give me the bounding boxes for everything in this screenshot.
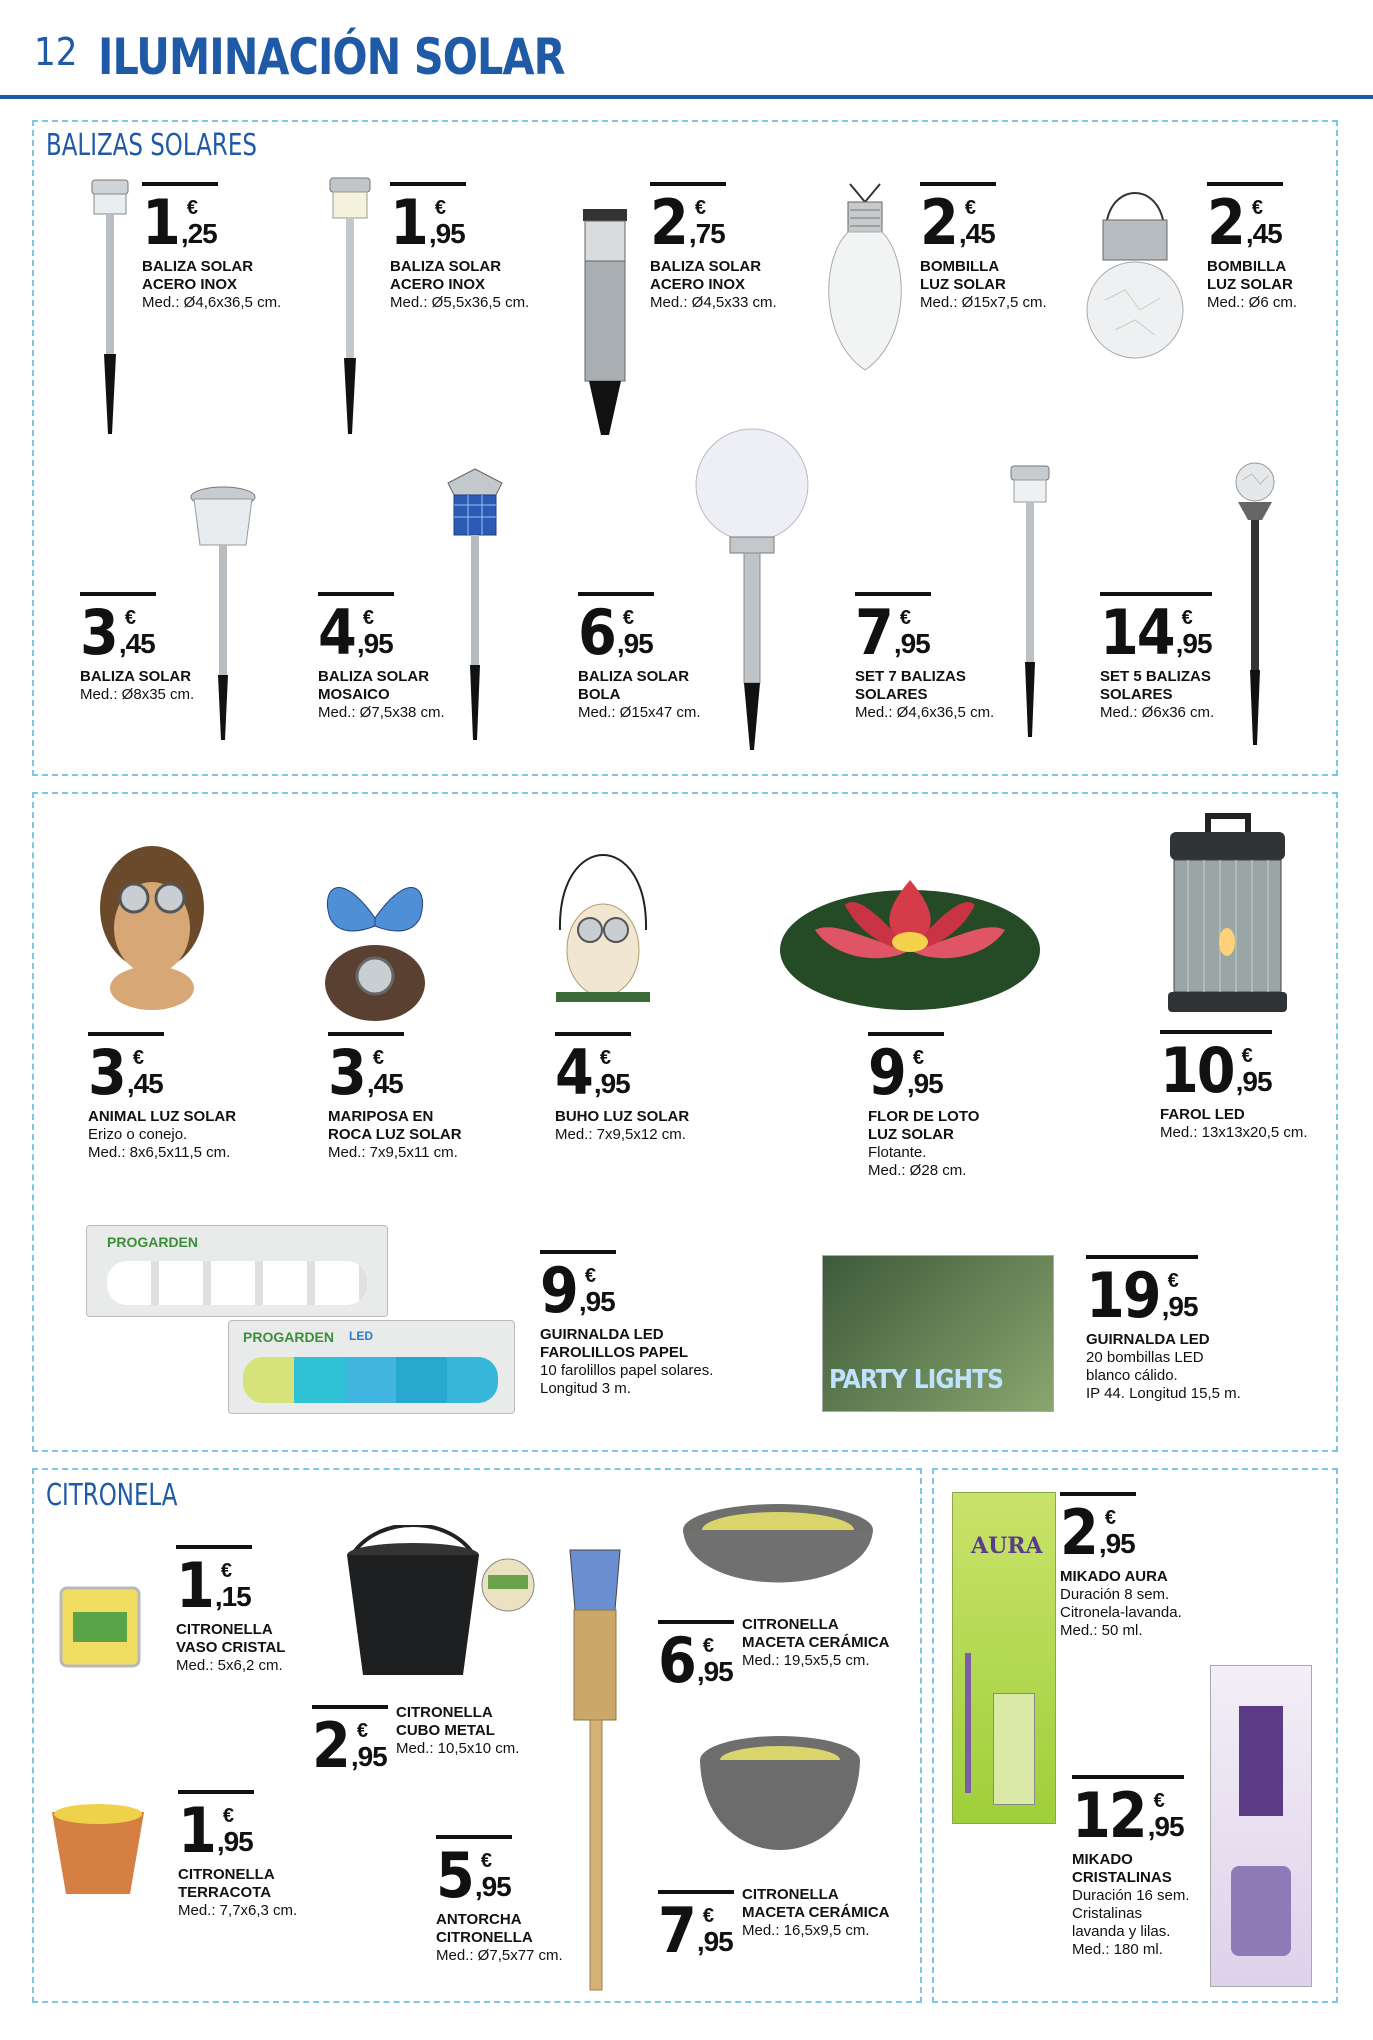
baliza-acero-inox-1-image — [80, 172, 140, 442]
price-tag — [578, 592, 654, 669]
product-name — [1207, 258, 1297, 294]
progarden-label: PROGARDEN — [107, 1234, 199, 1250]
mikado-aura-box — [952, 1492, 1056, 1824]
product-name-line: TERRACOTA — [178, 1884, 272, 1901]
butterfly-rock-image — [320, 868, 430, 1023]
page-number: 12 — [34, 30, 78, 74]
product-description: Med.: Ø15x47 cm. — [578, 704, 701, 721]
product-name-line: FLOR DE LOTO — [868, 1108, 980, 1125]
currency-symbol: € — [702, 1635, 714, 1657]
price-tag — [920, 182, 996, 259]
description-line: Citronela-lavanda. — [1060, 1604, 1182, 1621]
product-description: Med.: 5x6,2 cm. — [176, 1657, 283, 1674]
price-tag — [1060, 1492, 1136, 1569]
price-tag — [650, 182, 726, 259]
price-tag — [318, 592, 394, 669]
product-name-line: VASO CRISTAL — [176, 1639, 286, 1656]
price-integer: 6 — [658, 1624, 695, 1697]
product-c3-text — [742, 1612, 890, 1670]
product-description — [1072, 1887, 1190, 1959]
price-tag — [436, 1835, 512, 1912]
product-c4 — [178, 1790, 297, 1920]
progarden-box-color — [228, 1320, 515, 1414]
section-title-citronela: CITRONELA — [46, 1478, 178, 1513]
vaso-cristal-image — [55, 1580, 145, 1670]
set-7-balizas-image — [1005, 462, 1055, 742]
product-name-line: BALIZA SOLAR — [318, 668, 430, 685]
currency-symbol: € — [372, 1047, 384, 1069]
price-decimals: ,95 — [696, 1926, 733, 1957]
mikado-bottle — [993, 1693, 1035, 1805]
product-name-line: CITRONELLA — [742, 1616, 839, 1633]
price-integer: 2 — [920, 186, 957, 259]
product-name-line: MIKADO AURA — [1060, 1568, 1168, 1585]
currency-symbol: € — [912, 1047, 924, 1069]
product-b7 — [318, 592, 445, 722]
product-description: Med.: 10,5x10 cm. — [396, 1740, 520, 1757]
currency-symbol: € — [434, 197, 446, 219]
product-name — [436, 1911, 563, 1947]
price-tag — [658, 1890, 734, 1967]
product-name — [178, 1866, 297, 1902]
price-integer: 9 — [540, 1254, 577, 1327]
description-line: Flotante. — [868, 1144, 927, 1161]
description-line: Duración 8 sem. — [1060, 1586, 1170, 1603]
product-description: Med.: Ø5,5x36,5 cm. — [390, 294, 530, 311]
product-b2 — [390, 182, 529, 312]
price-decimals: ,75 — [688, 218, 725, 249]
price-tag — [1160, 1030, 1272, 1107]
currency-symbol: € — [1241, 1045, 1253, 1067]
price-integer: 5 — [436, 1839, 473, 1912]
price-integer: 1 — [178, 1794, 215, 1867]
currency-symbol: € — [356, 1720, 368, 1742]
price-integer: 1 — [176, 1549, 213, 1622]
bombilla-solar-1-image — [820, 180, 910, 375]
currency-symbol: € — [1167, 1270, 1179, 1292]
currency-symbol: € — [124, 607, 136, 629]
product-name-line: GUIRNALDA LED — [540, 1326, 664, 1343]
description-line: Med.: 180 ml. — [1072, 1941, 1163, 1958]
product-d5 — [1160, 1030, 1308, 1142]
currency-symbol: € — [1181, 607, 1193, 629]
baliza-bola-image — [690, 425, 815, 755]
product-description: Med.: Ø4,6x36,5 cm. — [855, 704, 995, 721]
product-name-line: CITRONELLA — [436, 1929, 533, 1946]
description-line: Longitud 3 m. — [540, 1380, 631, 1397]
product-name-line: ANTORCHA — [436, 1911, 522, 1928]
product-description: Med.: Ø6x36 cm. — [1100, 704, 1215, 721]
currency-symbol: € — [1153, 1790, 1165, 1812]
currency-symbol: € — [702, 1905, 714, 1927]
product-description: Med.: Ø7,5x77 cm. — [436, 1947, 563, 1964]
product-description: Med.: Ø6 cm. — [1207, 294, 1298, 311]
page-header — [0, 0, 1373, 100]
price-tag — [855, 592, 931, 669]
price-decimals: ,95 — [616, 628, 653, 659]
price-tag — [1100, 592, 1212, 669]
product-name-line: CUBO METAL — [396, 1722, 495, 1739]
product-name-line: SET 7 BALIZAS — [855, 668, 966, 685]
currency-symbol: € — [584, 1265, 596, 1287]
product-name-line: SOLARES — [855, 686, 928, 703]
baliza-acero-inox-3-image — [575, 205, 635, 440]
product-name — [540, 1326, 713, 1362]
product-name-line: BALIZA SOLAR — [578, 668, 690, 685]
price-integer: 10 — [1160, 1034, 1234, 1107]
price-decimals: ,95 — [906, 1068, 943, 1099]
product-description: Med.: 7x9,5x12 cm. — [555, 1126, 686, 1143]
product-name-line: BUHO LUZ SOLAR — [555, 1108, 690, 1125]
product-name-line: ROCA LUZ SOLAR — [328, 1126, 462, 1143]
price-decimals: ,95 — [1235, 1066, 1272, 1097]
section-title-balizas: BALIZAS SOLARES — [46, 128, 257, 163]
price-decimals: ,95 — [696, 1656, 733, 1687]
owl-swing-image — [548, 810, 658, 1020]
product-name — [176, 1621, 285, 1657]
price-decimals: ,45 — [126, 1068, 163, 1099]
product-description: Med.: Ø7,5x38 cm. — [318, 704, 445, 721]
price-tag — [1207, 182, 1283, 259]
product-description — [868, 1144, 979, 1180]
price-tag — [658, 1620, 734, 1697]
product-name — [328, 1108, 462, 1144]
price-decimals: ,45 — [366, 1068, 403, 1099]
color-lanterns — [243, 1357, 498, 1403]
product-c2 — [312, 1705, 388, 1782]
price-tag — [312, 1705, 388, 1782]
price-integer: 12 — [1072, 1779, 1146, 1852]
product-name-line: CITRONELLA — [176, 1621, 273, 1638]
product-name — [920, 258, 1047, 294]
product-name — [855, 668, 994, 704]
product-b3 — [650, 182, 777, 312]
product-d2 — [328, 1032, 462, 1162]
mikado-cristalinas-box — [1210, 1665, 1312, 1987]
description-line: Erizo o conejo. — [88, 1126, 188, 1143]
product-name-line: BALIZA SOLAR — [80, 668, 192, 685]
price-decimals: ,95 — [1175, 628, 1212, 659]
product-name — [1086, 1331, 1241, 1349]
product-m2 — [1072, 1775, 1190, 1959]
description-line: blanco cálido. — [1086, 1367, 1178, 1384]
product-d1 — [88, 1032, 236, 1162]
product-name-line: LUZ SOLAR — [1207, 276, 1293, 293]
farol-led-image — [1160, 812, 1295, 1017]
product-name — [650, 258, 777, 294]
product-name-line: BOLA — [578, 686, 621, 703]
currency-symbol: € — [222, 1805, 234, 1827]
product-description: Med.: 7,7x6,3 cm. — [178, 1902, 298, 1919]
baliza-mosaico-image — [440, 465, 510, 745]
price-tag — [178, 1790, 254, 1867]
cubo-metal-image — [338, 1525, 538, 1685]
price-integer: 3 — [328, 1036, 365, 1109]
product-name-line: MACETA CERÁMICA — [742, 1904, 890, 1921]
price-decimals: ,45 — [1245, 218, 1282, 249]
product-name-line: BOMBILLA — [1207, 258, 1287, 275]
price-tag — [88, 1032, 164, 1109]
bombilla-solar-2-image — [1085, 180, 1185, 370]
progarden-label: PROGARDEN — [243, 1329, 335, 1345]
glass-bottle — [1231, 1866, 1291, 1956]
price-integer: 19 — [1086, 1259, 1160, 1332]
party-lights-label: PARTY LIGHTS — [829, 1365, 1003, 1395]
currency-symbol: € — [362, 607, 374, 629]
product-c5 — [436, 1835, 563, 1965]
price-decimals: ,45 — [958, 218, 995, 249]
currency-symbol: € — [599, 1047, 611, 1069]
product-name-line: BALIZA SOLAR — [390, 258, 502, 275]
price-decimals: ,95 — [893, 628, 930, 659]
description-line: IP 44. Longitud 15,5 m. — [1086, 1385, 1241, 1402]
currency-symbol: € — [622, 607, 634, 629]
product-b10 — [1100, 592, 1214, 722]
product-name-line: CITRONELLA — [178, 1866, 275, 1883]
lotus-flower-image — [775, 850, 1045, 1020]
currency-symbol: € — [1104, 1507, 1116, 1529]
product-description — [540, 1362, 713, 1398]
purple-bottle — [1239, 1706, 1283, 1816]
price-tag — [390, 182, 466, 259]
product-name-line: LUZ SOLAR — [920, 276, 1006, 293]
product-c6-text — [742, 1882, 890, 1940]
price-integer: 9 — [868, 1036, 905, 1109]
price-tag — [1086, 1255, 1198, 1332]
price-integer: 3 — [80, 596, 117, 669]
price-integer: 3 — [88, 1036, 125, 1109]
price-integer: 7 — [658, 1894, 695, 1967]
baliza-solar-image — [188, 485, 258, 745]
product-c3 — [658, 1620, 734, 1697]
baliza-acero-inox-2-image — [320, 172, 380, 442]
currency-symbol: € — [694, 197, 706, 219]
product-name-line: FAROL LED — [1160, 1106, 1245, 1123]
product-name — [742, 1886, 890, 1922]
currency-symbol: € — [480, 1850, 492, 1872]
product-g1 — [540, 1250, 713, 1398]
price-decimals: ,95 — [1147, 1811, 1184, 1842]
product-name-line: CITRONELLA — [396, 1704, 493, 1721]
product-name-line: BOMBILLA — [920, 258, 1000, 275]
price-integer: 2 — [312, 1709, 349, 1782]
hedgehog-image — [92, 838, 212, 1018]
currency-symbol: € — [899, 607, 911, 629]
product-name-line: ANIMAL LUZ SOLAR — [88, 1108, 237, 1125]
product-name-line: SOLARES — [1100, 686, 1173, 703]
product-name-line: MACETA CERÁMICA — [742, 1634, 890, 1651]
product-description: Med.: 7x9,5x11 cm. — [328, 1144, 458, 1161]
product-name-line: LUZ SOLAR — [868, 1126, 954, 1143]
price-decimals: ,25 — [180, 218, 217, 249]
price-tag — [142, 182, 218, 259]
product-name — [555, 1108, 689, 1126]
price-decimals: ,95 — [593, 1068, 630, 1099]
description-line: Med.: 50 ml. — [1060, 1622, 1143, 1639]
product-g2 — [1086, 1255, 1241, 1403]
product-name — [318, 668, 445, 704]
product-description: Med.: Ø8x35 cm. — [80, 686, 195, 703]
product-description: Med.: 13x13x20,5 cm. — [1160, 1124, 1308, 1141]
product-name — [1072, 1851, 1190, 1887]
antorcha-image — [560, 1540, 630, 1995]
price-decimals: ,95 — [1161, 1291, 1198, 1322]
description-line: Med.: 8x6,5x11,5 cm. — [88, 1144, 231, 1161]
product-description — [88, 1126, 236, 1162]
product-description: Med.: Ø15x7,5 cm. — [920, 294, 1047, 311]
lavender-sprigs — [965, 1653, 971, 1793]
price-decimals: ,95 — [350, 1741, 387, 1772]
price-decimals: ,95 — [428, 218, 465, 249]
currency-symbol: € — [1251, 197, 1263, 219]
product-b6 — [80, 592, 194, 704]
product-name — [88, 1108, 236, 1126]
product-name — [1160, 1106, 1308, 1124]
price-integer: 6 — [578, 596, 615, 669]
currency-symbol: € — [186, 197, 198, 219]
price-integer: 1 — [142, 186, 179, 259]
price-integer: 4 — [555, 1036, 592, 1109]
price-integer: 4 — [318, 596, 355, 669]
product-name — [1060, 1568, 1182, 1586]
product-name-line: ACERO INOX — [142, 276, 238, 293]
product-c2-text — [396, 1700, 519, 1758]
product-name-line: CRISTALINAS — [1072, 1869, 1172, 1886]
maceta-ceramica-2-image — [695, 1730, 865, 1880]
description-line: 20 bombillas LED — [1086, 1349, 1204, 1366]
price-tag — [176, 1545, 252, 1622]
product-c6 — [658, 1890, 734, 1967]
terracota-image — [48, 1800, 148, 1900]
product-description: Med.: Ø4,6x36,5 cm. — [142, 294, 282, 311]
product-description: Med.: 19,5x5,5 cm. — [742, 1652, 870, 1669]
product-d4 — [868, 1032, 979, 1180]
currency-symbol: € — [220, 1560, 232, 1582]
header-rule — [0, 95, 1373, 99]
page-title: ILUMINACIÓN SOLAR — [98, 28, 565, 86]
price-decimals: ,15 — [214, 1581, 251, 1612]
price-tag — [328, 1032, 404, 1109]
product-name-line: SET 5 BALIZAS — [1100, 668, 1211, 685]
aura-label: AURA — [971, 1533, 1043, 1559]
product-description — [1060, 1586, 1182, 1640]
price-decimals: ,95 — [1098, 1528, 1135, 1559]
party-lights-box — [822, 1255, 1054, 1412]
led-label: LED — [349, 1329, 373, 1343]
product-b8 — [578, 592, 701, 722]
product-description: Med.: Ø4,5x33 cm. — [650, 294, 777, 311]
product-name-line: GUIRNALDA LED — [1086, 1331, 1210, 1348]
product-name — [390, 258, 529, 294]
maceta-ceramica-1-image — [678, 1500, 878, 1610]
product-name-line: MARIPOSA EN — [328, 1108, 434, 1125]
product-d3 — [555, 1032, 689, 1144]
currency-symbol: € — [964, 197, 976, 219]
description-line: 10 farolillos papel solares. — [540, 1362, 714, 1379]
price-decimals: ,95 — [216, 1826, 253, 1857]
description-line: lavanda y lilas. — [1072, 1923, 1171, 1940]
product-name-line: BALIZA SOLAR — [142, 258, 254, 275]
product-description: Med.: 16,5x9,5 cm. — [742, 1922, 870, 1939]
product-c1 — [176, 1545, 285, 1675]
price-integer: 1 — [390, 186, 427, 259]
set-5-balizas-image — [1230, 460, 1280, 750]
product-name — [1100, 668, 1214, 704]
product-b9 — [855, 592, 994, 722]
price-integer: 14 — [1100, 596, 1174, 669]
product-name-line: MIKADO — [1072, 1851, 1133, 1868]
price-decimals: ,95 — [356, 628, 393, 659]
price-integer: 7 — [855, 596, 892, 669]
product-name — [868, 1108, 979, 1144]
product-name-line: BALIZA SOLAR — [650, 258, 762, 275]
price-tag — [1072, 1775, 1184, 1852]
currency-symbol: € — [132, 1047, 144, 1069]
price-integer: 2 — [650, 186, 687, 259]
price-integer: 2 — [1060, 1496, 1097, 1569]
price-decimals: ,95 — [578, 1286, 615, 1317]
progarden-box-white — [86, 1225, 388, 1317]
description-line: Med.: Ø28 cm. — [868, 1162, 967, 1179]
product-name — [578, 668, 701, 704]
product-name — [396, 1704, 519, 1740]
product-b1 — [142, 182, 281, 312]
product-description — [1086, 1349, 1241, 1403]
description-line: Duración 16 sem. — [1072, 1887, 1190, 1904]
price-decimals: ,45 — [118, 628, 155, 659]
product-name-line: CITRONELLA — [742, 1886, 839, 1903]
price-integer: 2 — [1207, 186, 1244, 259]
product-b4 — [920, 182, 1047, 312]
product-name — [80, 668, 194, 686]
price-decimals: ,95 — [474, 1871, 511, 1902]
product-name — [142, 258, 281, 294]
price-tag — [540, 1250, 616, 1327]
product-b5 — [1207, 182, 1297, 312]
product-name-line: FAROLILLOS PAPEL — [540, 1344, 689, 1361]
product-name-line: ACERO INOX — [650, 276, 746, 293]
product-name-line: ACERO INOX — [390, 276, 486, 293]
description-line: Cristalinas — [1072, 1905, 1143, 1922]
product-m1 — [1060, 1492, 1182, 1640]
product-name-line: MOSAICO — [318, 686, 390, 703]
price-tag — [80, 592, 156, 669]
product-name — [742, 1616, 890, 1652]
white-lanterns — [107, 1261, 367, 1305]
price-tag — [555, 1032, 631, 1109]
price-tag — [868, 1032, 944, 1109]
